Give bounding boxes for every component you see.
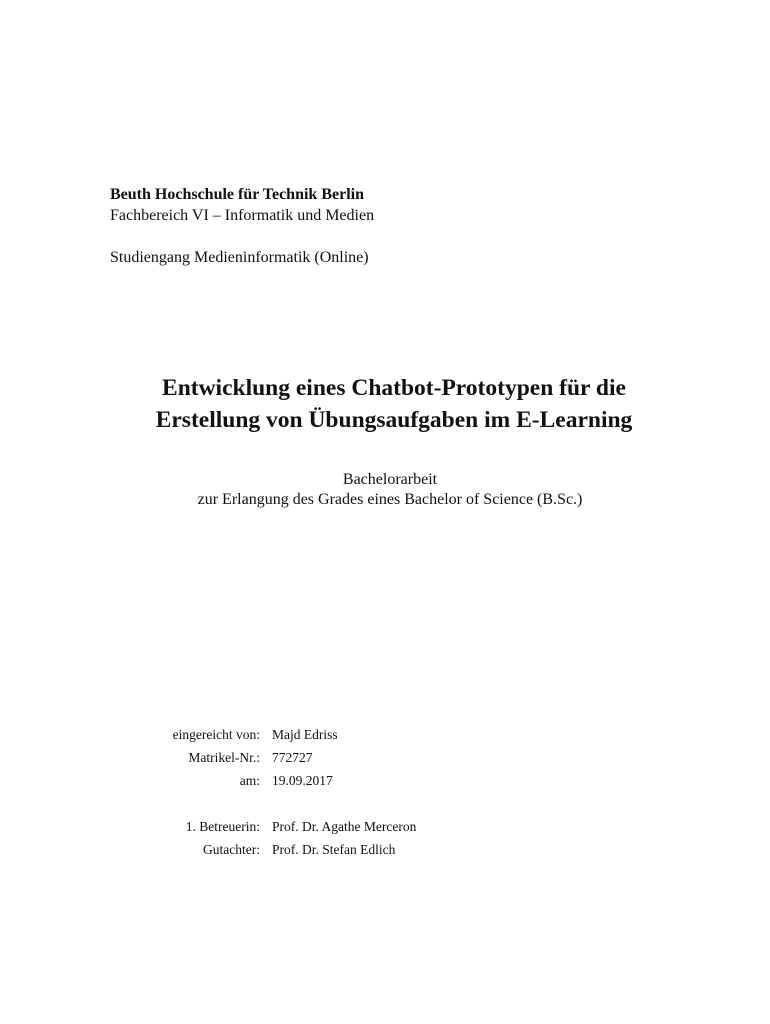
submitted-by-value: Majd Edriss — [272, 727, 338, 742]
matriculation-label: Matrikel-Nr.: — [188, 750, 260, 765]
thesis-type: Bachelorarbeit — [342, 471, 438, 488]
supervisor-label: 1. Betreuerin: — [185, 819, 260, 834]
details-labels — [110, 726, 260, 864]
thesis-title-line-1: Entwicklung eines Chatbot-Prototypen für die — [162, 375, 626, 401]
reviewer-label: Gutachter: — [203, 842, 260, 857]
study-program: Studiengang Medieninformatik (Online) — [110, 249, 369, 266]
thesis-title — [0, 372, 770, 436]
submitted-by-label: eingereicht von: — [172, 727, 260, 742]
thesis-title-line-2: Erstellung von Übungsaufgaben im E-Learning — [155, 407, 633, 433]
date-label: am: — [239, 773, 260, 788]
university-name: Beuth Hochschule für Technik Berlin — [110, 186, 364, 203]
reviewer-value: Prof. Dr. Stefan Edlich — [272, 842, 396, 857]
institution-header — [110, 184, 374, 268]
department-name: Fachbereich VI – Informatik und Medien — [110, 207, 375, 224]
supervisor-value: Prof. Dr. Agathe Merceron — [272, 819, 417, 834]
matriculation-value: 772727 — [272, 750, 313, 765]
degree-description: zur Erlangung des Grades eines Bachelor of Science (B.Sc.) — [197, 491, 583, 508]
date-value: 19.09.2017 — [272, 773, 333, 788]
thesis-subtitle — [0, 470, 770, 510]
details-values — [272, 726, 572, 864]
